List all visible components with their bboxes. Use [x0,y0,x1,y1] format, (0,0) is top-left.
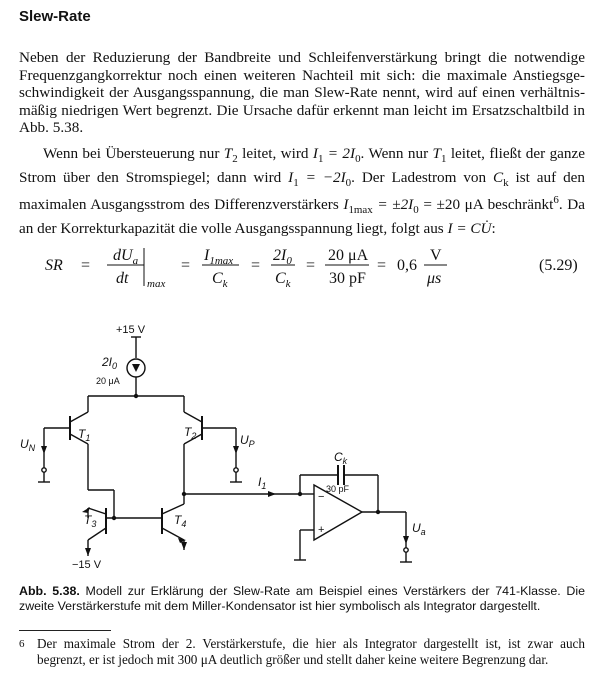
T2-label: $T_2$ [184,425,197,441]
eq-sign-3: = [251,257,261,274]
current-arrow-icon [132,364,140,372]
paragraph-1: Neben der Reduzierung der Bandbreite und Schleifenverstärkung bringt die notwendige Frequenzgangkorrektur noch einen weiteren Nachteil mit sich: die maximale Anstiegsge-schwindigkeit der Ausgangsspannung, die man Slew-Rate nennt, wird auf einen verhältnis-mäßig niedrigen Wert begrenzt. Die Ursache dafür erkennt man leicht im Ersatzschaltbild in Abb. 5.38. [19,49,585,137]
Ua-label: $U_a$ [412,521,426,537]
source-value: 20 μA [96,376,120,386]
figure-caption-label: Abb. 5.38. [19,584,80,598]
eq-frac1-num: $dU_a$ [113,247,139,267]
footnote-divider [19,630,111,631]
eq-lhs: SR [45,257,63,274]
T4-label: $T_4$ [174,513,187,529]
eq-frac4-num: 20 μA [328,247,369,264]
eq-frac3-den: $C_k$ [275,270,291,290]
paragraph-2: Wenn bei Übersteuerung nur $T_2$ leitet, wird $I_1 = 2I_0$. Wenn nur $T_1$ leitet, fließt der ganze Strom über den Stromspiegel; dann wird $I_1 = -2I_0$. Der Ladestrom von $C_k$ ist auf den maximalen Ausgangsstrom des Differenzverstärkers $I_{1max} = \pm 2I_0 = \pm 20$ μA beschränkt$^6$. Da an der Korrekturkapazität die volle Ausgangsspannung liegt, folgt aus I = CU̇: [19,145,585,237]
opamp-plus: + [318,524,325,536]
footnote-ref: 6 [553,194,559,207]
eq-frac2-den: $C_k$ [212,270,228,290]
eq-sign-5: = [377,257,387,274]
terminal-UN-icon [42,468,46,472]
cap-value: 30 pF [326,484,350,494]
section-title: Slew-Rate [19,8,91,25]
eq-frac1-den: dt [116,270,129,287]
footnote-mark: 6 [19,638,25,650]
eq-result: 0,6 [397,257,417,274]
terminal-UP-icon [234,468,238,472]
equation-5-29 [19,240,587,292]
figure-caption [19,584,585,614]
UN-label: $U_N$ [20,437,36,453]
T1-label: $T_1$ [78,427,91,443]
vplus-label: +15 V [116,324,146,336]
terminal-Ua-icon [404,548,408,552]
i1-arrow-icon [268,491,276,497]
source-label: $2I_0$ [102,355,118,371]
T3-label: $T_3$ [84,513,97,529]
output-arrow-icon [403,536,409,544]
eq-number: (5.29) [539,257,578,274]
footnote-text: Der maximale Strom der 2. Verstärkerstufe, die hier als Integrator dargestellt ist, ist zwar auch begrenzt, er ist jedoch mit 300 μA deutlich größer und stellt daher keine weitere Begrenzung dar. [37,636,585,667]
eq-unit-den: μs [427,270,442,287]
figure-caption-text: Modell zur Erklärung der Slew-Rate am Beispiel eines Verstärkers der 741-Klasse. Die zweite Verstärkerstufe mit dem Miller-Kondensator ist hier symbolisch als Integrator dargestellt. [19,584,586,613]
eq-unit-num: V [430,247,442,264]
eq-sign-1: = [81,257,91,274]
up-arrow-icon [233,446,239,454]
eq-sign-4: = [306,257,316,274]
eq-sign-2: = [181,257,191,274]
Ck-label: $C_k$ [334,450,348,466]
opamp-minus: − [318,491,325,503]
vminus-label: −15 V [72,559,102,571]
eq-frac2-num: $I_{1max}$ [204,247,234,267]
footnote [19,636,585,668]
eq-frac3-num: $2I_0$ [273,247,292,267]
eq-frac4-den: 30 pF [329,270,366,287]
UP-label: $U_P$ [240,433,255,449]
circuit-figure [0,318,606,580]
un-arrow-icon [41,446,47,454]
I1-label: $I_1$ [258,475,267,491]
eq-frac1-sub: max [147,278,166,290]
